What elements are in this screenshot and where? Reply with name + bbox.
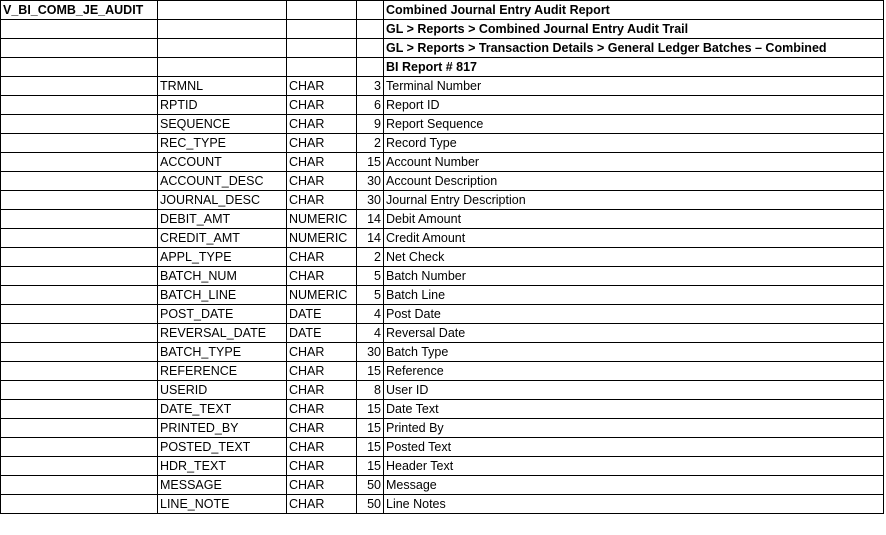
field-length-cell[interactable]: 8 [357,381,384,400]
field-type-cell[interactable]: CHAR [287,115,357,134]
field-description-cell[interactable]: Batch Line [384,286,884,305]
field-type-cell[interactable]: CHAR [287,457,357,476]
empty-cell[interactable] [1,419,158,438]
field-type-cell[interactable]: CHAR [287,495,357,514]
empty-cell[interactable] [1,58,158,77]
table-row [1,153,884,172]
field-length-cell[interactable]: 15 [357,362,384,381]
empty-cell[interactable] [1,191,158,210]
field-name-cell[interactable]: SEQUENCE [158,115,287,134]
field-description-cell[interactable]: Account Number [384,153,884,172]
field-type-cell[interactable]: DATE [287,324,357,343]
table-row [1,286,884,305]
table-row [1,172,884,191]
field-description-cell[interactable]: Header Text [384,457,884,476]
field-description-cell[interactable]: Date Text [384,400,884,419]
field-name-cell[interactable]: ACCOUNT_DESC [158,172,287,191]
empty-cell[interactable] [357,1,384,20]
field-description-cell[interactable]: Report Sequence [384,115,884,134]
empty-cell[interactable] [1,134,158,153]
table-row [1,248,884,267]
field-length-cell[interactable]: 30 [357,343,384,362]
empty-cell[interactable] [158,39,287,58]
field-length-cell[interactable]: 5 [357,286,384,305]
field-description-cell[interactable]: Message [384,476,884,495]
field-length-cell[interactable]: 15 [357,457,384,476]
field-length-cell[interactable]: 5 [357,267,384,286]
field-length-cell[interactable]: 4 [357,305,384,324]
field-name-cell[interactable]: USERID [158,381,287,400]
field-name-cell[interactable]: LINE_NOTE [158,495,287,514]
empty-cell[interactable] [1,324,158,343]
table-row [1,324,884,343]
field-type-cell[interactable]: NUMERIC [287,210,357,229]
field-name-cell[interactable]: TRMNL [158,77,287,96]
field-name-cell[interactable]: DEBIT_AMT [158,210,287,229]
field-type-cell[interactable]: CHAR [287,438,357,457]
table-row [1,229,884,248]
field-name-cell[interactable]: POST_DATE [158,305,287,324]
table-row [1,191,884,210]
field-length-cell[interactable]: 30 [357,172,384,191]
table-row [1,495,884,514]
field-name-cell[interactable]: POSTED_TEXT [158,438,287,457]
empty-cell[interactable] [1,400,158,419]
table-row [1,77,884,96]
field-description-cell[interactable]: Terminal Number [384,77,884,96]
field-length-cell[interactable]: 4 [357,324,384,343]
table-row [1,438,884,457]
field-description-cell[interactable]: Report ID [384,96,884,115]
field-length-cell[interactable]: 14 [357,229,384,248]
empty-cell[interactable] [1,172,158,191]
empty-cell[interactable] [1,229,158,248]
empty-cell[interactable] [1,438,158,457]
field-description-cell[interactable]: User ID [384,381,884,400]
field-description-cell[interactable]: Batch Number [384,267,884,286]
menu-path-cell[interactable]: GL > Reports > Combined Journal Entry Audit Trail [384,20,884,39]
field-description-cell[interactable]: Credit Amount [384,229,884,248]
header-row [1,1,884,20]
field-type-cell[interactable]: CHAR [287,343,357,362]
table-row [1,381,884,400]
field-description-cell[interactable]: Batch Type [384,343,884,362]
empty-cell[interactable] [1,96,158,115]
empty-cell[interactable] [1,286,158,305]
empty-cell[interactable] [1,20,158,39]
menu-path-cell[interactable]: GL > Reports > Transaction Details > General Ledger Batches – Combined [384,39,884,58]
field-description-cell[interactable]: Record Type [384,134,884,153]
field-length-cell[interactable]: 50 [357,476,384,495]
field-length-cell[interactable]: 15 [357,400,384,419]
empty-cell[interactable] [1,457,158,476]
empty-cell[interactable] [1,248,158,267]
field-type-cell[interactable]: NUMERIC [287,286,357,305]
field-description-cell[interactable]: Line Notes [384,495,884,514]
field-length-cell[interactable]: 2 [357,248,384,267]
field-type-cell[interactable]: CHAR [287,248,357,267]
field-type-cell[interactable]: CHAR [287,134,357,153]
table-row [1,96,884,115]
table-row [1,115,884,134]
field-type-cell[interactable]: CHAR [287,267,357,286]
field-length-cell[interactable]: 3 [357,77,384,96]
field-description-cell[interactable]: Net Check [384,248,884,267]
empty-cell[interactable] [158,58,287,77]
empty-cell[interactable] [287,1,357,20]
field-name-cell[interactable]: JOURNAL_DESC [158,191,287,210]
field-name-cell[interactable]: REFERENCE [158,362,287,381]
report-number-cell[interactable]: BI Report # 817 [384,58,884,77]
field-length-cell[interactable]: 14 [357,210,384,229]
empty-cell[interactable] [1,381,158,400]
field-description-cell[interactable]: Printed By [384,419,884,438]
field-name-cell[interactable]: DATE_TEXT [158,400,287,419]
field-type-cell[interactable]: CHAR [287,153,357,172]
field-description-cell[interactable]: Posted Text [384,438,884,457]
field-name-cell[interactable]: REVERSAL_DATE [158,324,287,343]
view-name-cell[interactable]: V_BI_COMB_JE_AUDIT [1,1,158,20]
field-length-cell[interactable]: 9 [357,115,384,134]
empty-cell[interactable] [357,58,384,77]
table-row [1,419,884,438]
empty-cell[interactable] [357,20,384,39]
field-description-cell[interactable]: Account Description [384,172,884,191]
report-title-cell[interactable]: Combined Journal Entry Audit Report [384,1,884,20]
field-description-cell[interactable]: Post Date [384,305,884,324]
field-type-cell[interactable]: CHAR [287,381,357,400]
field-length-cell[interactable]: 50 [357,495,384,514]
field-name-cell[interactable]: PRINTED_BY [158,419,287,438]
field-type-cell[interactable]: CHAR [287,362,357,381]
empty-cell[interactable] [357,39,384,58]
field-type-cell[interactable]: DATE [287,305,357,324]
empty-cell[interactable] [1,495,158,514]
field-description-cell[interactable]: Debit Amount [384,210,884,229]
field-length-cell[interactable]: 2 [357,134,384,153]
empty-cell[interactable] [1,115,158,134]
table-row [1,134,884,153]
table-row [1,457,884,476]
field-length-cell[interactable]: 15 [357,438,384,457]
field-name-cell[interactable]: BATCH_TYPE [158,343,287,362]
empty-cell[interactable] [1,153,158,172]
field-name-cell[interactable]: MESSAGE [158,476,287,495]
empty-cell[interactable] [158,20,287,39]
table-row [1,210,884,229]
table-row [1,362,884,381]
field-type-cell[interactable]: CHAR [287,419,357,438]
field-description-cell[interactable]: Journal Entry Description [384,191,884,210]
empty-cell[interactable] [287,58,357,77]
field-name-cell[interactable]: APPL_TYPE [158,248,287,267]
empty-cell[interactable] [1,476,158,495]
empty-cell[interactable] [1,343,158,362]
field-name-cell[interactable]: ACCOUNT [158,153,287,172]
empty-cell[interactable] [287,39,357,58]
header-row [1,39,884,58]
field-type-cell[interactable]: CHAR [287,400,357,419]
field-name-cell[interactable]: CREDIT_AMT [158,229,287,248]
field-type-cell[interactable]: CHAR [287,172,357,191]
empty-cell[interactable] [1,305,158,324]
field-length-cell[interactable]: 15 [357,419,384,438]
table-row [1,400,884,419]
field-name-cell[interactable]: REC_TYPE [158,134,287,153]
field-type-cell[interactable]: NUMERIC [287,229,357,248]
table-row [1,305,884,324]
table-body [1,1,884,514]
table-row [1,476,884,495]
field-length-cell[interactable]: 6 [357,96,384,115]
empty-cell[interactable] [1,267,158,286]
empty-cell[interactable] [287,20,357,39]
header-row [1,20,884,39]
field-length-cell[interactable]: 30 [357,191,384,210]
field-length-cell[interactable]: 15 [357,153,384,172]
empty-cell[interactable] [1,77,158,96]
field-name-cell[interactable]: BATCH_LINE [158,286,287,305]
table-row [1,343,884,362]
field-name-cell[interactable]: RPTID [158,96,287,115]
empty-cell[interactable] [1,39,158,58]
table-row [1,267,884,286]
empty-cell[interactable] [158,1,287,20]
field-type-cell[interactable]: CHAR [287,96,357,115]
header-row [1,58,884,77]
field-name-cell[interactable]: HDR_TEXT [158,457,287,476]
empty-cell[interactable] [1,210,158,229]
field-description-cell[interactable]: Reference [384,362,884,381]
empty-cell[interactable] [1,362,158,381]
field-type-cell[interactable]: CHAR [287,476,357,495]
field-name-cell[interactable]: BATCH_NUM [158,267,287,286]
field-description-cell[interactable]: Reversal Date [384,324,884,343]
field-type-cell[interactable]: CHAR [287,191,357,210]
field-type-cell[interactable]: CHAR [287,77,357,96]
